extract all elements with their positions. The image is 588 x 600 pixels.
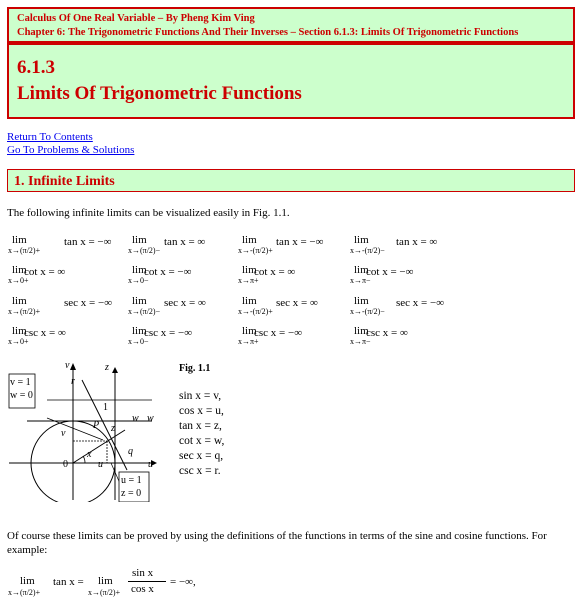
lim-word: lim — [12, 264, 27, 276]
limit-value: tan x = ∞ — [164, 236, 206, 248]
label-w1: w — [132, 413, 139, 424]
label-P: P — [93, 420, 100, 431]
section-number: 6.1.3 — [17, 57, 55, 78]
limit-subscript: x→-(π/2)+ — [238, 307, 273, 316]
problems-solutions-link[interactable]: Go To Problems & Solutions — [7, 144, 135, 156]
box-v-text: v = 1 — [10, 377, 31, 388]
lim-word: lim — [132, 264, 147, 276]
limit-value: sec x = −∞ — [64, 297, 113, 309]
limit-value: cot x = ∞ — [24, 266, 66, 278]
lim-word: lim — [242, 264, 257, 276]
relation-line: sec x = q, — [179, 450, 224, 462]
lim-word: lim — [242, 234, 257, 246]
relation-line: sin x = v, — [179, 390, 222, 402]
intro-paragraph: The following infinite limits can be visualized easily in Fig. 1.1. — [7, 207, 290, 219]
limit-subscript: x→-(π/2)− — [350, 246, 385, 255]
limit-subscript: x→0+ — [8, 337, 29, 346]
limit-subscript: x→π+ — [238, 276, 259, 285]
lim-word: lim — [354, 325, 369, 337]
limit-value: sec x = −∞ — [396, 297, 445, 309]
relation-line: csc x = r. — [179, 465, 221, 477]
lim-word: lim — [132, 295, 147, 307]
limit-value: csc x = −∞ — [254, 327, 303, 339]
limit-value: sec x = ∞ — [164, 297, 206, 309]
limit-subscript: x→π+ — [238, 337, 259, 346]
v-axis-arrow — [70, 363, 76, 370]
header-line-2: Chapter 6: The Trigonometric Functions And Their Inverses – Section 6.1.3: Limits Of Trigonometric Functions — [17, 27, 519, 38]
angle-arc — [83, 456, 85, 463]
box-z-text: z = 0 — [121, 488, 142, 499]
label-z2: z — [111, 423, 115, 434]
example-numerator: sin x — [132, 567, 154, 579]
section-heading-box — [7, 169, 575, 192]
lim-word: lim — [354, 234, 369, 246]
limit-subscript: x→(π/2)− — [128, 307, 161, 316]
limit-value: sec x = ∞ — [276, 297, 318, 309]
lim-word: lim — [242, 325, 257, 337]
example-sub-1: x→(π/2)+ — [8, 588, 41, 597]
limit-value: cot x = −∞ — [144, 266, 192, 278]
section-heading: 1. Infinite Limits — [14, 174, 115, 189]
example-lim-2: lim — [98, 575, 113, 587]
figure-1-1 — [7, 360, 167, 507]
label-u-axis: u — [148, 459, 153, 470]
header-banner — [7, 7, 575, 43]
page-title: Limits Of Trigonometric Functions — [17, 83, 302, 104]
example-sub-2: x→(π/2)+ — [88, 588, 121, 597]
limit-subscript: x→0+ — [8, 276, 29, 285]
label-q: q — [128, 446, 133, 457]
lim-word: lim — [132, 325, 147, 337]
proof-intro-paragraph: Of course these limits can be proved by using the definitions of the functions in terms of the sine and cosine functions. For example: — [7, 530, 547, 556]
limit-subscript: x→0− — [128, 337, 149, 346]
lim-word: lim — [354, 295, 369, 307]
example-lim-1: lim — [20, 575, 35, 587]
relation-line: tan x = z, — [179, 420, 222, 432]
header-line-1: Calculus Of One Real Variable – By Pheng Kim Ving — [17, 13, 255, 24]
label-x: x — [87, 449, 92, 460]
limit-value: tan x = ∞ — [396, 236, 438, 248]
label-r: r — [71, 376, 75, 387]
box-u-text: u = 1 — [121, 475, 142, 486]
limit-value: csc x = ∞ — [366, 327, 408, 339]
title-banner — [7, 43, 575, 119]
limit-value: cot x = ∞ — [254, 266, 296, 278]
relation-line: cot x = w, — [179, 435, 225, 447]
limit-subscript: x→0− — [128, 276, 149, 285]
figure-caption: Fig. 1.1 — [179, 363, 211, 374]
limit-subscript: x→(π/2)+ — [8, 307, 41, 316]
label-one: 1 — [103, 402, 108, 413]
limit-value: tan x = −∞ — [64, 236, 112, 248]
relation-line: cos x = u, — [179, 405, 224, 417]
limit-subscript: x→π− — [350, 337, 371, 346]
limit-subscript: x→(π/2)− — [128, 246, 161, 255]
label-origin: 0 — [63, 459, 68, 470]
example-result: = −∞, — [170, 576, 196, 588]
label-u: u — [98, 459, 103, 470]
limit-value: tan x = −∞ — [276, 236, 324, 248]
lim-word: lim — [12, 325, 27, 337]
lim-word: lim — [12, 295, 27, 307]
lim-word: lim — [242, 295, 257, 307]
z-axis-arrow — [112, 367, 118, 373]
example-expr-1: tan x = — [53, 576, 84, 588]
label-z-axis: z — [105, 362, 109, 373]
label-v-axis: v — [65, 360, 70, 371]
limit-subscript: x→-(π/2)+ — [238, 246, 273, 255]
box-w-text: w = 0 — [10, 390, 33, 401]
limit-subscript: x→(π/2)+ — [8, 246, 41, 255]
limit-subscript: x→-(π/2)− — [350, 307, 385, 316]
example-fraction-bar — [128, 581, 166, 582]
lim-word: lim — [354, 264, 369, 276]
limit-value: csc x = −∞ — [144, 327, 193, 339]
example-denominator: cos x — [131, 583, 154, 595]
limit-value: cot x = −∞ — [366, 266, 414, 278]
label-w2: w — [147, 413, 154, 424]
lim-word: lim — [12, 234, 27, 246]
lim-word: lim — [132, 234, 147, 246]
label-v: v — [61, 428, 66, 439]
nav-links — [7, 131, 134, 157]
limit-subscript: x→π− — [350, 276, 371, 285]
limit-value: csc x = ∞ — [24, 327, 66, 339]
return-to-contents-link[interactable]: Return To Contents — [7, 131, 93, 143]
